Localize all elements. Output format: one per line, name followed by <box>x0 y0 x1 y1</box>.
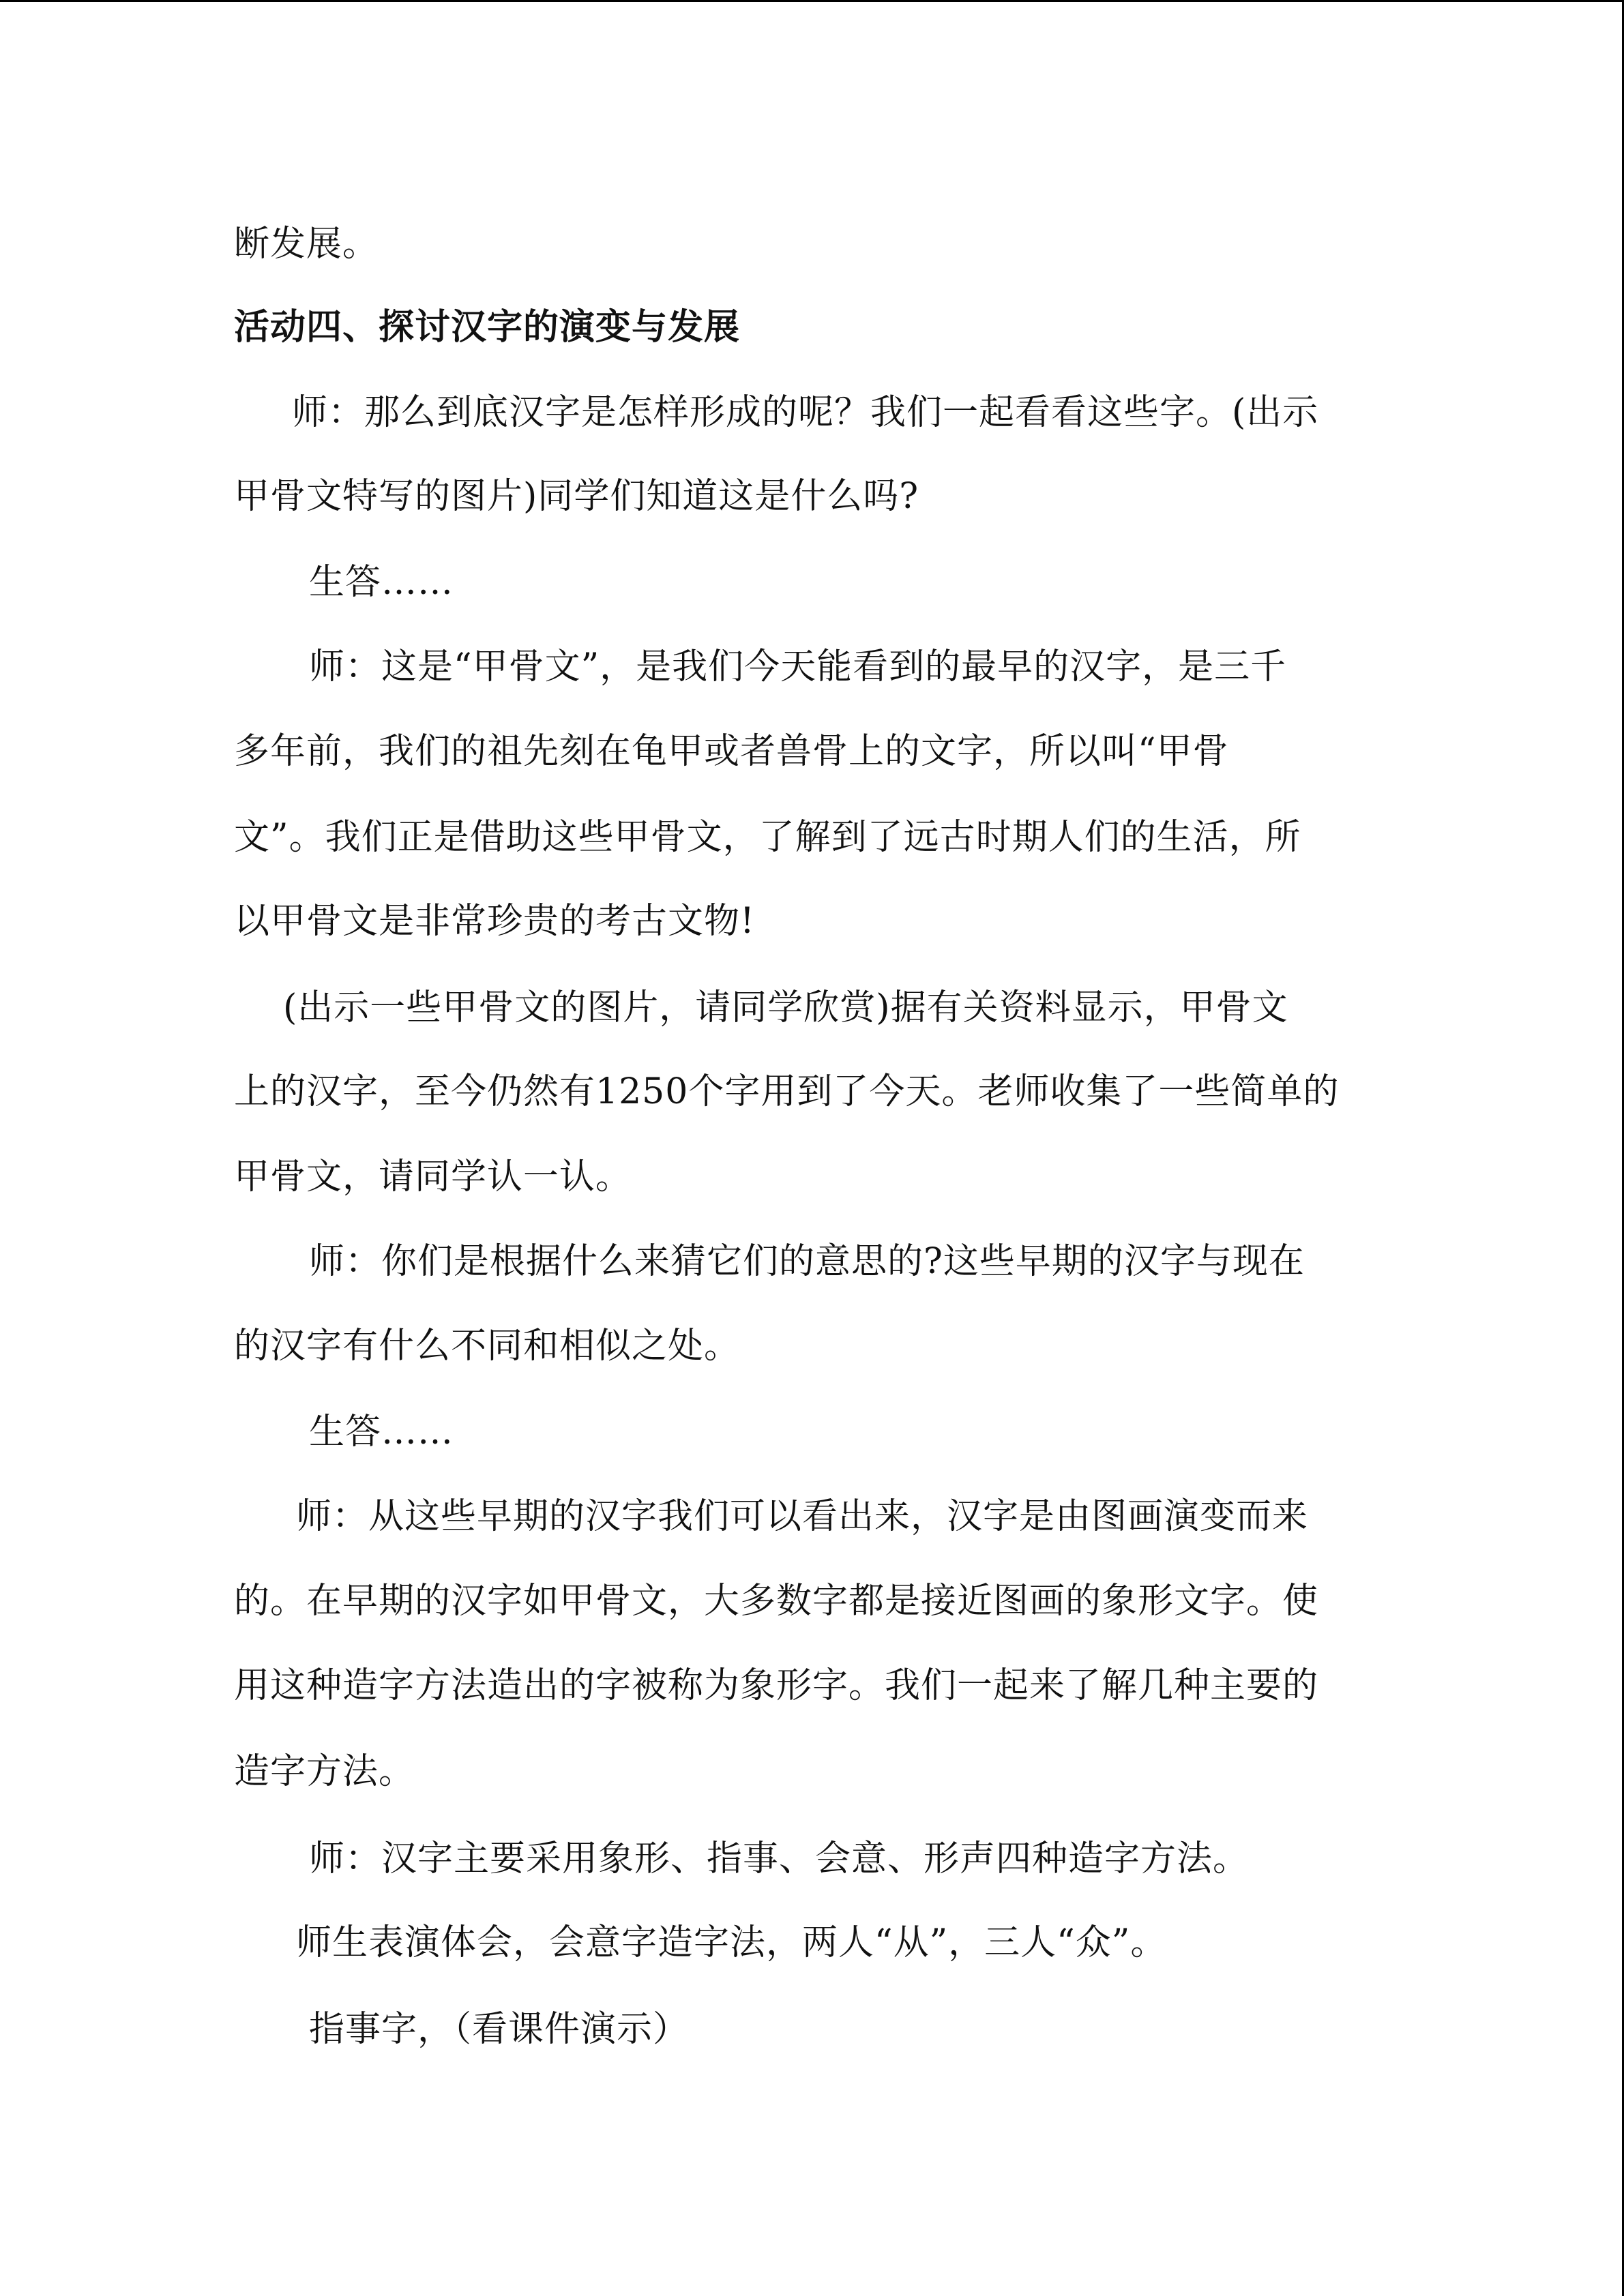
paragraph-line: 生答…… <box>309 562 454 603</box>
paragraph-line: 师：你们是根据什么来猜它们的意思的?这些早期的汉字与现在 <box>309 1241 1305 1282</box>
paragraph-line: (出示一些甲骨文的图片，请同学欣赏)据有关资料显示，甲骨文 <box>283 987 1288 1028</box>
paragraph-line: 甲骨文特写的图片)同学们知道这是什么吗? <box>234 476 919 517</box>
paragraph-line: 用这种造字方法造出的字被称为象形字。我们一起来了解几种主要的 <box>234 1665 1319 1706</box>
page-border-top <box>0 0 1624 2</box>
paragraph-line: 上的汉字，至今仍然有1250个字用到了今天。老师收集了一些简单的 <box>234 1071 1340 1112</box>
paragraph-line: 师：那么到底汉字是怎样形成的呢？我们一起看看这些字。(出示 <box>292 392 1319 433</box>
paragraph-line: 指事字，（看课件演示） <box>309 2009 690 2050</box>
paragraph-line: 造字方法。 <box>234 1751 415 1792</box>
paragraph-line: 断发展。 <box>234 224 379 265</box>
paragraph-line: 多年前，我们的祖先刻在龟甲或者兽骨上的文字，所以叫“甲骨 <box>234 731 1229 772</box>
paragraph-line: 甲骨文，请同学认一认。 <box>234 1157 632 1197</box>
paragraph-line: 师：这是“甲骨文”，是我们今天能看到的最早的汉字，是三千 <box>309 646 1287 687</box>
paragraph-line: 师：从这些早期的汉字我们可以看出来，汉字是由图画演变而来 <box>296 1496 1309 1537</box>
paragraph-line: 师：汉字主要采用象形、指事、会意、形声四种造字方法。 <box>309 1838 1250 1879</box>
paragraph-line: 的。在早期的汉字如甲骨文，大多数字都是接近图画的象形文字。使 <box>234 1581 1319 1622</box>
paragraph-line: 生答…… <box>309 1412 454 1452</box>
paragraph-line: 以甲骨文是非常珍贵的考古文物! <box>234 901 755 942</box>
section-heading: 活动四、探讨汉字的演变与发展 <box>234 306 741 348</box>
paragraph-line: 师生表演体会，会意字造字法，两人“从”，三人“众”。 <box>296 1922 1167 1963</box>
paragraph-line: 文”。我们正是借助这些甲骨文，了解到了远古时期人们的生活，所 <box>234 817 1301 858</box>
paragraph-line: 的汉字有什么不同和相似之处。 <box>234 1326 741 1367</box>
